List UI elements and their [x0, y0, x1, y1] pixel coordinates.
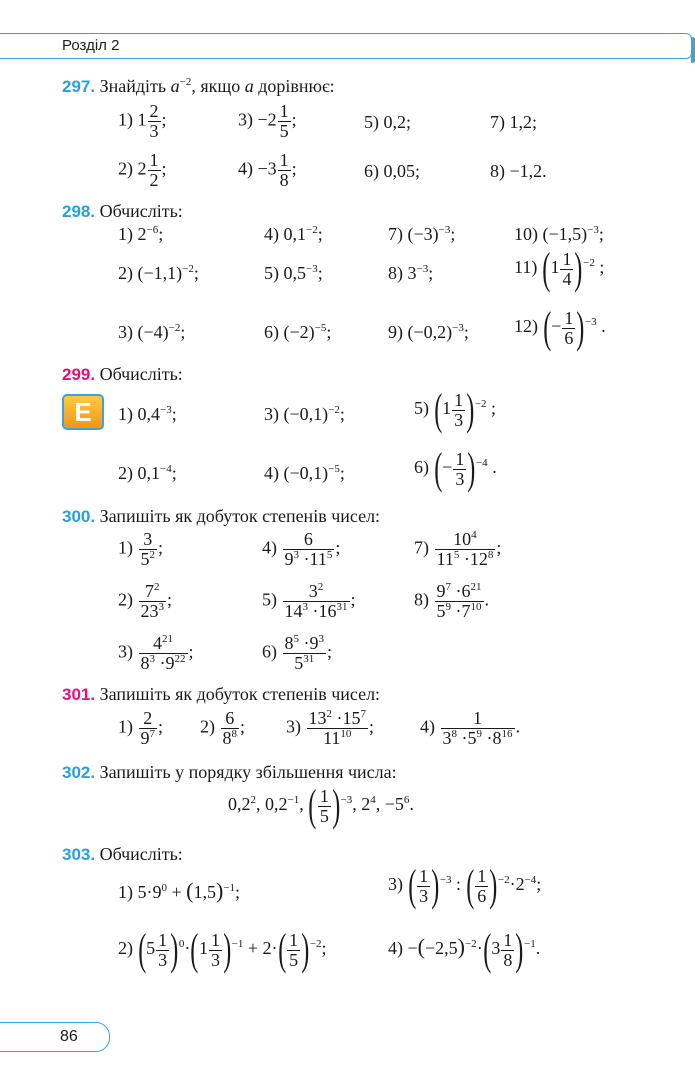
- problem-303: [62, 844, 183, 865]
- problem-301: [62, 684, 380, 705]
- item-303-4: $4) -(-2,5)^{-2}\cdot(3$ $\frac{1}{8}$ )$^{-1}$.: [388, 925, 541, 974]
- item-299-5: 5) (1 $\frac{1}{3}$ )$^{-2}$ ;: [414, 385, 497, 434]
- answer-297-7: 7) 1,2;: [490, 112, 537, 132]
- problem-number: 302.: [62, 763, 96, 782]
- item-298-1: 1) $2^{-6}$;: [118, 224, 164, 244]
- item-298-2: 2) $(-1,1)^{-2}$;: [118, 263, 199, 283]
- answer-297-4: 4) −3 $\frac{1}{8}$ ;: [238, 150, 297, 190]
- header-tab-shade: [691, 37, 695, 63]
- item-300-1: 1) $\frac{3}{5^2}$ ;: [118, 529, 164, 569]
- item-298-11: 11) (1 $\frac{1}{4}$ )$^{-2}$ ;: [514, 244, 605, 293]
- item-300-3: 3) $\frac{4^{21}}{8^3 \cdot 9^{22}}$ ;: [118, 633, 194, 673]
- page-number: 86: [60, 1028, 78, 1045]
- item-299-4: 4) $(-0,1)^{-5}$;: [264, 463, 345, 483]
- page-number-tab: [0, 1022, 110, 1052]
- problem-297: [62, 76, 335, 97]
- item-298-3: 3) $(-4)^{-2}$;: [118, 322, 186, 342]
- item-301-2: 2) $\frac{6}{8^8}$ ;: [200, 708, 246, 748]
- problem-number: 297.: [62, 77, 96, 96]
- item-299-6: 6) (− $\frac{1}{3}$ )$^{-4}$ .: [414, 444, 497, 493]
- item-300-2: 2) $\frac{7^2}{23^3}$ ;: [118, 581, 173, 621]
- answer-297-2: 2) 2 $\frac{1}{2}$ ;: [118, 150, 167, 190]
- item-298-12: 12) (− $\frac{1}{6}$ )$^{-3}$ .: [514, 303, 606, 352]
- problem-task: Обчисліть:: [99, 844, 183, 864]
- problem-number: 301.: [62, 685, 96, 704]
- item-298-5: 5) $0,5^{-3}$;: [264, 263, 323, 283]
- problem-task: Запишіть як добуток степенів чисел:: [99, 506, 381, 526]
- item-301-3: 3) $\frac{13^2 \cdot 15^7}{11^{10}}$ ;: [286, 708, 375, 748]
- item-298-7: 7) $(-3)^{-3}$;: [388, 224, 456, 244]
- item-301-4: 4) $\frac{1}{3^8 \cdot 5^9 \cdot 8^{16}}$ .: [420, 708, 520, 748]
- item-298-9: 9) $(-0,2)^{-3}$;: [388, 322, 469, 342]
- problem-298: [62, 201, 183, 222]
- section-title: Розділ 2: [62, 37, 120, 54]
- item-303-1: 1) $5\cdot 9^0 + (1,5)^{-1}$;: [118, 878, 241, 903]
- problem-task: Запишіть у порядку збільшення числа:: [99, 762, 397, 782]
- answer-297-6: 6) 0,05;: [364, 161, 420, 181]
- item-298-8: 8) $3^{-3}$;: [388, 263, 434, 283]
- answer-297-1: 1) 1 $\frac{2}{3}$ ;: [118, 101, 167, 141]
- item-298-6: 6) $(-2)^{-5}$;: [264, 322, 332, 342]
- problem-302: [62, 762, 397, 783]
- answer-297-3: 3) −2 $\frac{1}{5}$ ;: [238, 101, 297, 141]
- problem-300: [62, 506, 380, 527]
- problem-task: Знайдіть $a^{-2}$, якщо a дорівнює:: [99, 76, 335, 96]
- exercise-e-badge-icon: E: [62, 394, 104, 430]
- item-300-8: 8) $\frac{9^7 \cdot 6^{21}}{5^9 \cdot 7^{10}}$ .: [414, 581, 489, 621]
- item-301-1: 1) $\frac{2}{9^7}$ ;: [118, 708, 164, 748]
- item-303-2: 2) (5 $\frac{1}{3}$ )$^0$·(1 $\frac{1}{3}$ )$^{-1}$ + 2·( $\frac{1}{5}$ )$^{-2}$;: [118, 925, 327, 974]
- answer-297-5: 5) 0,2;: [364, 112, 411, 132]
- problem-299: [62, 364, 183, 385]
- item-299-2: 2) $0,1^{-4}$;: [118, 463, 177, 483]
- problem-task: Обчисліть:: [99, 201, 183, 221]
- item-299-3: 3) $(-0,1)^{-2}$;: [264, 404, 345, 424]
- problem-number: 300.: [62, 507, 96, 526]
- answer-297-8: 8) −1,2.: [490, 161, 547, 181]
- item-298-10: 10) $(-1,5)^{-3}$;: [514, 224, 604, 244]
- item-300-5: 5) $\frac{3^2}{14^3 \cdot 16^{31}}$ ;: [262, 581, 356, 621]
- numbers-302: $0,2^2$, $0,2^{-1}$, ( $\frac{1}{5}$ )$^{-3}$, $2^4$, $-5^6$.: [228, 781, 414, 830]
- item-300-6: 6) $\frac{8^5 \cdot 9^3}{5^{31}}$ ;: [262, 633, 333, 673]
- problem-number: 298.: [62, 202, 96, 221]
- item-300-4: 4) $\frac{6}{9^3 \cdot 11^5}$ ;: [262, 529, 341, 569]
- section-header: [0, 33, 692, 59]
- problem-task: Запишіть як добуток степенів чисел:: [99, 684, 381, 704]
- problem-task: Обчисліть:: [99, 364, 183, 384]
- item-303-3: 3) ( $\frac{1}{3}$ )$^{-3}$ : ( $\frac{1}{6}$ )$^{-2}\cdot 2^{-4}$;: [388, 861, 542, 910]
- item-300-7: 7) $\frac{10^4}{11^5 \cdot 12^8}$ ;: [414, 529, 502, 569]
- item-298-4: 4) $0,1^{-2}$;: [264, 224, 323, 244]
- item-299-1: 1) $0,4^{-3}$;: [118, 404, 177, 424]
- problem-number: 303.: [62, 845, 96, 864]
- problem-number: 299.: [62, 365, 96, 384]
